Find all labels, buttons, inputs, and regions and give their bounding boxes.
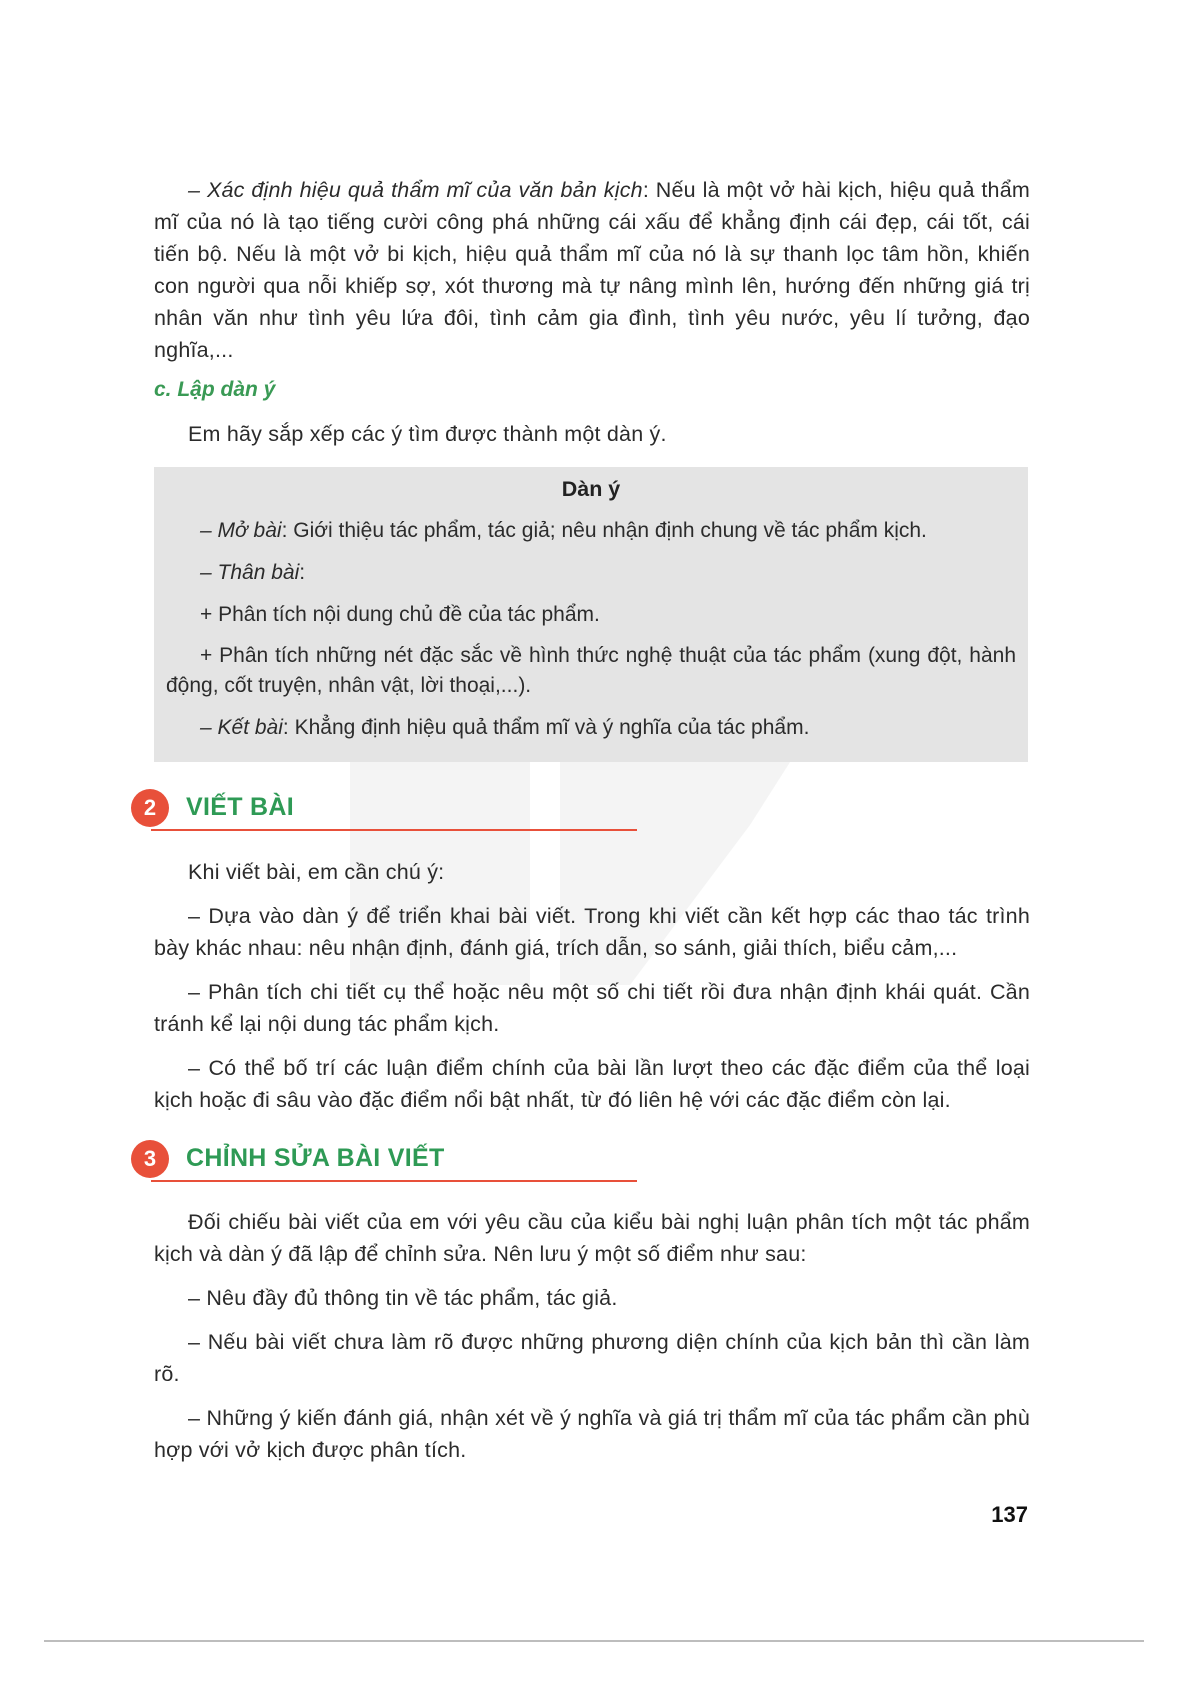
section-3-intro: Đối chiếu bài viết của em với yêu cầu của kiểu bài nghị luận phân tích một tác phẩm kịch và dàn ý đã lập để chỉnh sửa. Nên lưu ý một số điểm như sau: — [154, 1210, 1030, 1266]
outline-ket-bai-label: – Kết bài — [200, 716, 283, 739]
section-2-body — [154, 856, 1030, 1116]
section-3-body — [154, 1206, 1030, 1466]
outline-than-bai-item-2: + Phân tích những nét đặc sắc về hình thức nghệ thuật của tác phẩm (xung đột, hành động, cốt truyện, nhân vật, lời thoại,...). — [166, 644, 1016, 697]
outline-mo-bai-label: – Mở bài — [200, 519, 282, 542]
section-3-item-1: – Nêu đầy đủ thông tin về tác phẩm, tác giả. — [188, 1286, 618, 1310]
section-3-underline — [151, 1180, 637, 1182]
section-2-item-1: – Dựa vào dàn ý để triển khai bài viết. Trong khi viết cần kết hợp các thao tác trình bày khác nhau: nêu nhận định, đánh giá, trích dẫn, so sánh, giải thích, biểu cảm,... — [154, 904, 1030, 960]
section-2-number-badge: 2 — [131, 789, 169, 827]
footer-rule — [44, 1640, 1144, 1642]
section-2-underline — [151, 829, 637, 831]
section-2-intro: Khi viết bài, em cần chú ý: — [188, 860, 445, 884]
section-2-item-3: – Có thể bố trí các luận điểm chính của bài lần lượt theo các đặc điểm của thể loại kịch hoặc đi sâu vào đặc điểm nổi bật nhất, từ đó liên hệ với các đặc điểm còn lại. — [154, 1056, 1030, 1112]
outline-than-bai-item-1: + Phân tích nội dung chủ đề của tác phẩm. — [200, 603, 600, 626]
intro-lead-italic: – Xác định hiệu quả thẩm mĩ của văn bản kịch — [188, 178, 643, 202]
sub-instruction-block — [154, 418, 1030, 450]
intro-paragraph — [154, 174, 1030, 366]
section-3-number-badge: 3 — [131, 1140, 169, 1178]
outline-mo-bai — [166, 516, 1016, 546]
outline-ket-bai — [166, 713, 1016, 743]
section-3-item-2: – Nếu bài viết chưa làm rõ được những phương diện chính của kịch bản thì cần làm rõ. — [154, 1330, 1030, 1386]
intro-body: : Nếu là một vở hài kịch, hiệu quả thẩm mĩ của nó là tạo tiếng cười công phá những cái xấu để khẳng định cái đẹp, cái tốt, cái tiến bộ. Nếu là một vở bi kịch, hiệu quả thẩm mĩ của nó là sự thanh lọc tâm hồn, khiến con người qua nỗi khiếp sợ, xót thương mà tự nâng mình lên, hướng đến những giá trị nhân văn như tình yêu lứa đôi, tình cảm gia đình, tình yêu nước, yêu lí tưởng, đạo nghĩa,... — [154, 178, 1030, 362]
section-3-item-3: – Những ý kiến đánh giá, nhận xét về ý nghĩa và giá trị thẩm mĩ của tác phẩm cần phù hợp với vở kịch được phân tích. — [154, 1406, 1030, 1462]
outline-than-bai — [166, 558, 1016, 588]
section-2-title: VIẾT BÀI — [186, 793, 294, 821]
section-2-item-2: – Phân tích chi tiết cụ thể hoặc nêu một số chi tiết rồi đưa nhận định khái quát. Cần tránh kể lại nội dung tác phẩm kịch. — [154, 980, 1030, 1036]
section-3-title: CHỈNH SỬA BÀI VIẾT — [186, 1144, 445, 1172]
outline-title: Dàn ý — [561, 477, 621, 501]
outline-ket-bai-text: : Khẳng định hiệu quả thẩm mĩ và ý nghĩa của tác phẩm. — [282, 716, 810, 739]
intro-block — [154, 174, 1030, 366]
section-3-header — [131, 1138, 511, 1182]
page-number: 137 — [991, 1502, 1028, 1527]
outline-than-bai-label: – Thân bài — [200, 561, 300, 584]
sub-instruction: Em hãy sắp xếp các ý tìm được thành một dàn ý. — [188, 422, 667, 446]
outline-box — [154, 467, 1028, 762]
outline-mo-bai-text: : Giới thiệu tác phẩm, tác giả; nêu nhận định chung về tác phẩm kịch. — [281, 519, 927, 542]
sub-heading-lap-dan-y: c. Lập dàn ý — [154, 378, 276, 401]
outline-than-bai-colon: : — [299, 561, 306, 584]
section-2-header — [131, 787, 511, 831]
